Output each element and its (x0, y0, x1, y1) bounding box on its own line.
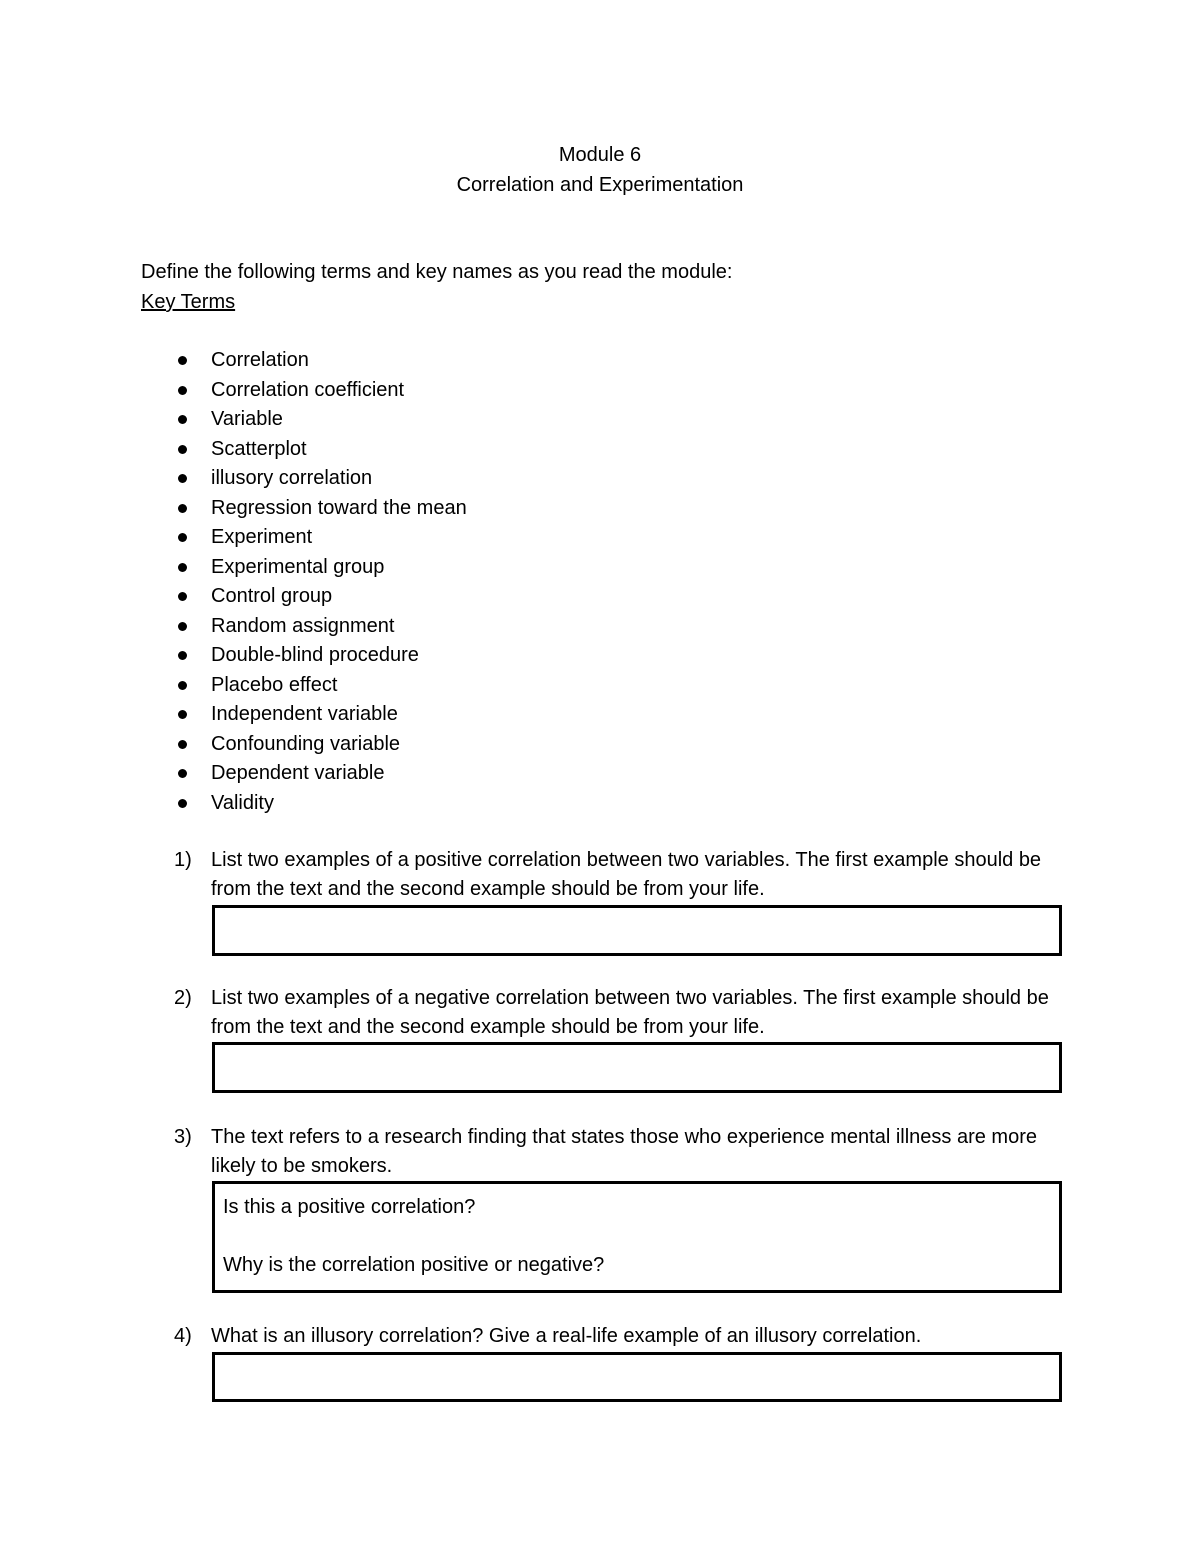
key-term-label: Placebo effect (211, 673, 338, 696)
question-number: 4) (174, 1325, 192, 1347)
bullet-icon (178, 622, 187, 631)
answer-prompt-why: Why is the correlation positive or negative? (223, 1254, 605, 1276)
bullet-icon (178, 799, 187, 808)
key-terms-heading: Key Terms (141, 291, 236, 313)
bullet-icon (178, 592, 187, 601)
module-subtitle: Correlation and Experimentation (456, 174, 744, 196)
answer-box-4[interactable] (212, 1352, 1062, 1402)
key-term-label: Confounding variable (211, 732, 401, 755)
answer-box-2[interactable] (212, 1042, 1062, 1093)
question-text: List two examples of a positive correlation between two variables. The first example should be from the text and the second example should be from your life. (211, 849, 1042, 900)
bullet-icon (178, 651, 187, 660)
key-term-label: Random assignment (211, 614, 395, 637)
question-text: List two examples of a negative correlation between two variables. The first example should be from the text and the second example should be from your life. (211, 987, 1049, 1038)
key-term-label: Regression toward the mean (211, 496, 467, 519)
key-term-label: Control group (211, 585, 333, 607)
key-term-label: Dependent variable (211, 762, 385, 784)
bullet-icon (178, 356, 187, 365)
key-term-label: Correlation (211, 349, 309, 371)
bullet-icon (178, 474, 187, 483)
bullet-icon (178, 504, 187, 513)
bullet-icon (178, 740, 187, 749)
bullet-icon (178, 681, 187, 690)
bullet-icon (178, 386, 187, 395)
bullet-icon (178, 445, 187, 454)
key-term-label: Scatterplot (211, 437, 307, 460)
bullet-icon (178, 533, 187, 542)
key-term-label: Validity (211, 791, 274, 814)
answer-box-3[interactable] (212, 1181, 1062, 1293)
module-title: Module 6 (558, 144, 642, 166)
bullet-icon (178, 710, 187, 719)
key-term-label: Correlation coefficient (211, 378, 405, 401)
key-term-label: illusory correlation (211, 467, 373, 489)
answer-box-1[interactable] (212, 905, 1062, 956)
key-term-label: Independent variable (211, 703, 398, 725)
answer-prompt-positive: Is this a positive correlation? (223, 1196, 476, 1218)
bullet-icon (178, 415, 187, 424)
question-number: 1) (174, 849, 192, 871)
question-text: What is an illusory correlation? Give a real-life example of an illusory correlation. (211, 1325, 922, 1347)
key-term-label: Double-blind procedure (211, 644, 419, 666)
key-term-label: Experiment (211, 526, 313, 548)
bullet-icon (178, 563, 187, 572)
question-number: 2) (174, 987, 192, 1009)
question-text: The text refers to a research finding that states those who experience mental illness are more likely to be smokers. (211, 1126, 1037, 1177)
key-term-label: Variable (211, 408, 283, 430)
instructions-text: Define the following terms and key names as you read the module: (141, 261, 733, 283)
bullet-icon (178, 769, 187, 778)
question-number: 3) (174, 1126, 192, 1148)
key-term-label: Experimental group (211, 555, 385, 578)
